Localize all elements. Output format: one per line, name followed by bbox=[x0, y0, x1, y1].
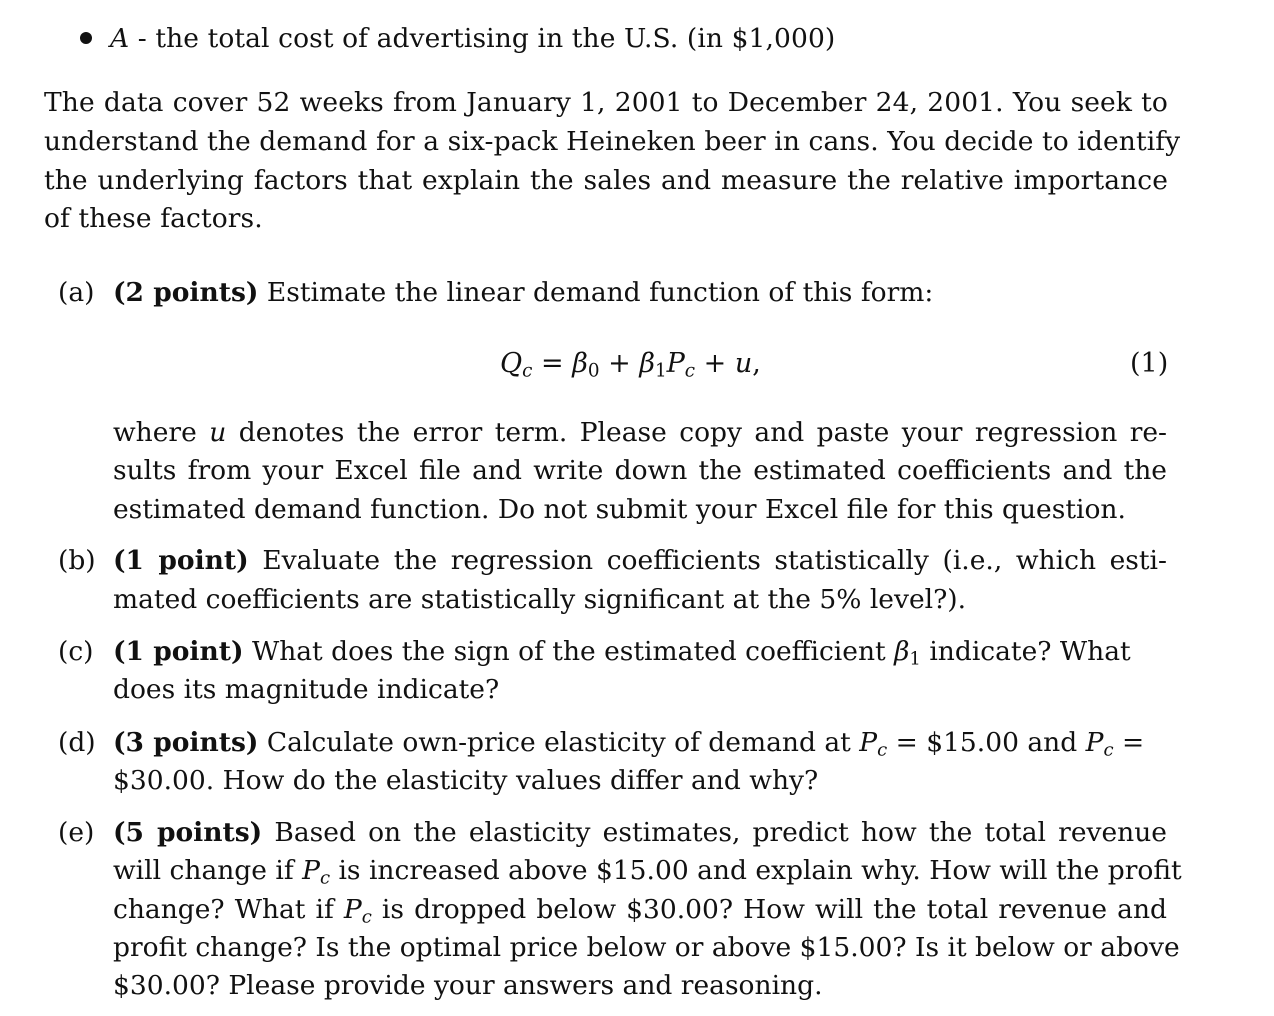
bullet-text: - the total cost of advertising in the U.S. (in $1,000) bbox=[129, 23, 836, 54]
question-c-line-2: does its magnitude indicate? bbox=[113, 674, 500, 705]
question-c-label: (c) bbox=[58, 636, 94, 667]
question-a-after-line-1: where u denotes the error term. Please copy and paste your regression re- bbox=[113, 417, 1167, 448]
question-e-points: (5 points) bbox=[113, 817, 263, 848]
intro-line-4: of these factors. bbox=[44, 203, 263, 234]
intro-line-1: The data cover 52 weeks from January 1, 2001 to December 24, 2001. You seek to bbox=[44, 87, 1168, 118]
bullet-item-advertising bbox=[80, 20, 835, 58]
question-d-line-1: (3 points) Calculate own-price elasticity of demand at $P_c$ = $15.00 and $P_c$ = bbox=[113, 727, 1145, 761]
question-e-line-2: will change if $P_c$ is increased above $15.00 and explain why. How will the profit bbox=[113, 855, 1182, 889]
question-b-line-2: mated coefficients are statistically significant at the 5% level?). bbox=[113, 584, 967, 615]
question-d-line-2: $30.00. How do the elasticity values differ and why? bbox=[113, 765, 819, 796]
question-d-points: (3 points) bbox=[113, 727, 259, 758]
question-e-line-4: profit change? Is the optimal price below or above $15.00? Is it below or above bbox=[113, 932, 1180, 963]
question-c-points: (1 point) bbox=[113, 636, 244, 667]
question-d-label: (d) bbox=[58, 727, 96, 758]
question-a-points: (2 points) bbox=[113, 277, 259, 308]
question-e-line-3: change? What if $P_c$ is dropped below $30.00? How will the total revenue and bbox=[113, 894, 1167, 928]
intro-line-2: understand the demand for a six-pack Heineken beer in cans. You decide to identify bbox=[44, 126, 1181, 157]
demand-equation: $Q_c = \beta_0 + \beta_1P_c + u$, bbox=[500, 348, 761, 382]
question-a-after-line-3: estimated demand function. Do not submit your Excel file for this question. bbox=[113, 494, 1126, 525]
question-b-line-1: (1 point) Evaluate the regression coefficients statistically (i.e., which esti- bbox=[113, 545, 1167, 576]
question-a-label: (a) bbox=[58, 277, 95, 308]
question-b-points: (1 point) bbox=[113, 545, 249, 576]
question-a-prompt: Estimate the linear demand function of this form: bbox=[258, 277, 934, 308]
question-a-text bbox=[113, 274, 933, 312]
bullet-icon bbox=[80, 32, 92, 44]
question-c-line-1: (1 point) What does the sign of the estimated coefficient $\beta_1$ indicate? What bbox=[113, 636, 1131, 670]
equation-number: (1) bbox=[1130, 348, 1169, 379]
question-b-label: (b) bbox=[58, 545, 96, 576]
question-e-line-1: (5 points) Based on the elasticity estimates, predict how the total revenue bbox=[113, 817, 1167, 848]
question-a-after-line-2: sults from your Excel file and write down the estimated coefficients and the bbox=[113, 455, 1167, 486]
variable-a: A bbox=[110, 23, 130, 54]
question-e-label: (e) bbox=[58, 817, 95, 848]
intro-line-3: the underlying factors that explain the sales and measure the relative importance bbox=[44, 165, 1168, 196]
question-e-line-5: $30.00? Please provide your answers and reasoning. bbox=[113, 970, 823, 1001]
